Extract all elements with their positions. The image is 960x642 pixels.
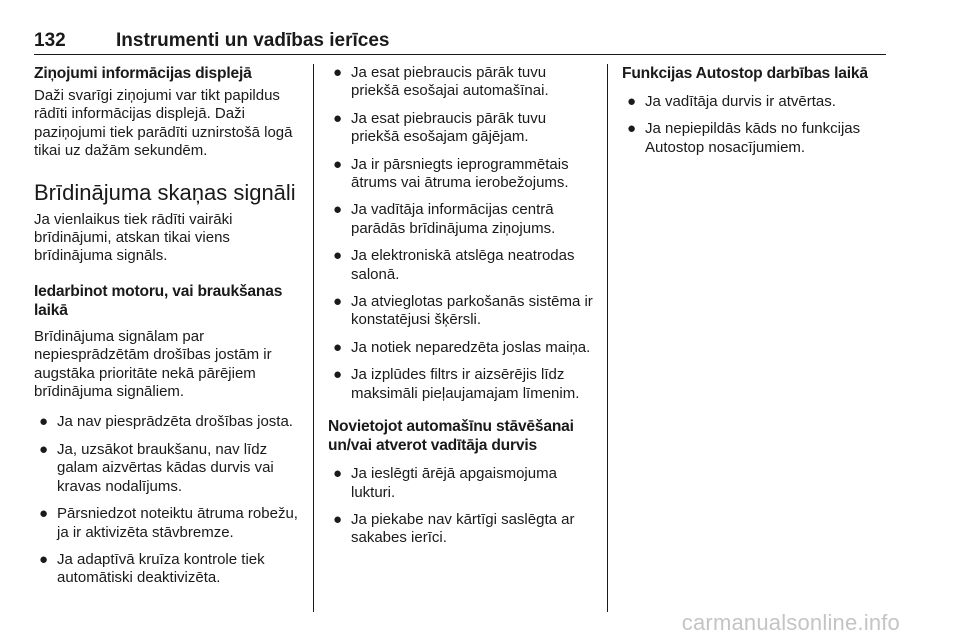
list-item: ● Ja nav piesprādzēta drošības josta. [39,413,293,431]
bullet-icon: ● [627,120,637,138]
list-item: ● Ja elektroniskā atslēga neatrodas salonā. [333,247,575,283]
list-item: ● Ja vadītāja durvis ir atvērtas. [627,93,836,110]
list-item: ● Pārsniedzot noteiktu ātruma robežu, ja ir aktivizēta stāvbremze. [39,505,298,541]
page-header [34,30,886,52]
bullet-icon: ● [333,338,343,356]
page-number: 132 [34,30,66,51]
list-item: ● Ja izplūdes filtrs ir aizsērējis līdz maksimāli pieļaujamajam līmenim. [333,366,580,402]
warning-conditions-list [34,413,304,587]
column-1 [34,64,304,597]
bullet-icon: ● [39,413,49,431]
parking-conditions-list [328,465,598,548]
warning-conditions-list-continued [328,64,598,403]
page-title: Instrumenti un vadības ierīces [116,30,390,51]
list-item: ● Ja esat piebraucis pārāk tuvu priekšā esošajam gājējam. [333,109,547,146]
bullet-icon: ● [333,64,343,81]
bullet-icon: ● [333,510,343,528]
autostop-conditions-list [622,93,892,157]
seatbelt-priority-paragraph: Brīdinājuma signālam par nepiesprādzētām drošības jostām ir augstāka prioritāte nekā pārējiem brīdinājuma signāliem. [34,327,272,401]
list-item: ● Ja atvieglotas parkošanās sistēma ir konstatējusi šķērsli. [333,293,593,329]
bullet-icon: ● [333,155,343,173]
list-item: ● Ja nepiepildās kāds no funkcijas Autostop nosacījumiem. [627,120,861,156]
bullet-icon: ● [333,465,343,483]
section-title-warning-signals: Brīdinājuma skaņas signāli [34,179,296,205]
watermark: carmanualsonline.info [681,610,900,635]
column-divider-1 [313,64,314,612]
column-3 [622,64,892,166]
bullet-icon: ● [39,505,49,523]
section-heading-messages: Ziņojumi informācijas displejā [34,65,252,82]
column-divider-2 [607,64,608,612]
list-item: ● Ja vadītāja informācijas centrā parādās brīdinājuma ziņojums. [333,201,556,237]
bullet-icon: ● [627,93,637,110]
bullet-icon: ● [333,201,343,219]
list-item: ● Ja esat piebraucis pārāk tuvu priekšā esošajai automašīnai. [333,64,549,100]
bullet-icon: ● [333,366,343,384]
subheading-parking-door: Novietojot automašīnu stāvēšanai un/vai atverot vadītāja durvis [328,418,574,455]
list-item: ● Ja ir pārsniegts ieprogrammētais ātrums vai ātruma ierobežojums. [333,155,569,192]
intro-paragraph: Daži svarīgi ziņojumi var tikt papildus rādīti informācijas displejā. Daži paziņojumi tiek parādīti uznirstošā logā tikai uz dažām sekundēm. [34,87,293,160]
bullet-icon: ● [333,247,343,265]
list-item: ● Ja ieslēgti ārējā apgaismojuma lukturi. [333,465,557,501]
bullet-icon: ● [39,440,49,458]
header-rule [34,54,886,55]
list-item: ● Ja, uzsākot braukšanu, nav līdz galam aizvērtas kādas durvis vai kravas nodalījums. [39,440,274,495]
list-item: ● Ja piekabe nav kārtīgi saslēgta ar sakabes ierīci. [333,510,575,547]
bullet-icon: ● [333,293,343,311]
bullet-icon: ● [39,550,49,568]
subheading-engine-driving: Iedarbinot motoru, vai braukšanas laikā [34,282,283,319]
list-item: ● Ja notiek neparedzēta joslas maiņa. [333,338,591,356]
column-2 [328,64,598,557]
bullet-icon: ● [333,109,343,127]
warning-signals-paragraph: Ja vienlaikus tiek rādīti vairāki brīdinājumi, atskan tikai viens brīdinājuma signāls. [34,210,233,265]
list-item: ● Ja adaptīvā kruīza kontrole tiek automātiski deaktivizēta. [39,550,265,587]
subheading-autostop: Funkcijas Autostop darbības laikā [622,65,868,82]
